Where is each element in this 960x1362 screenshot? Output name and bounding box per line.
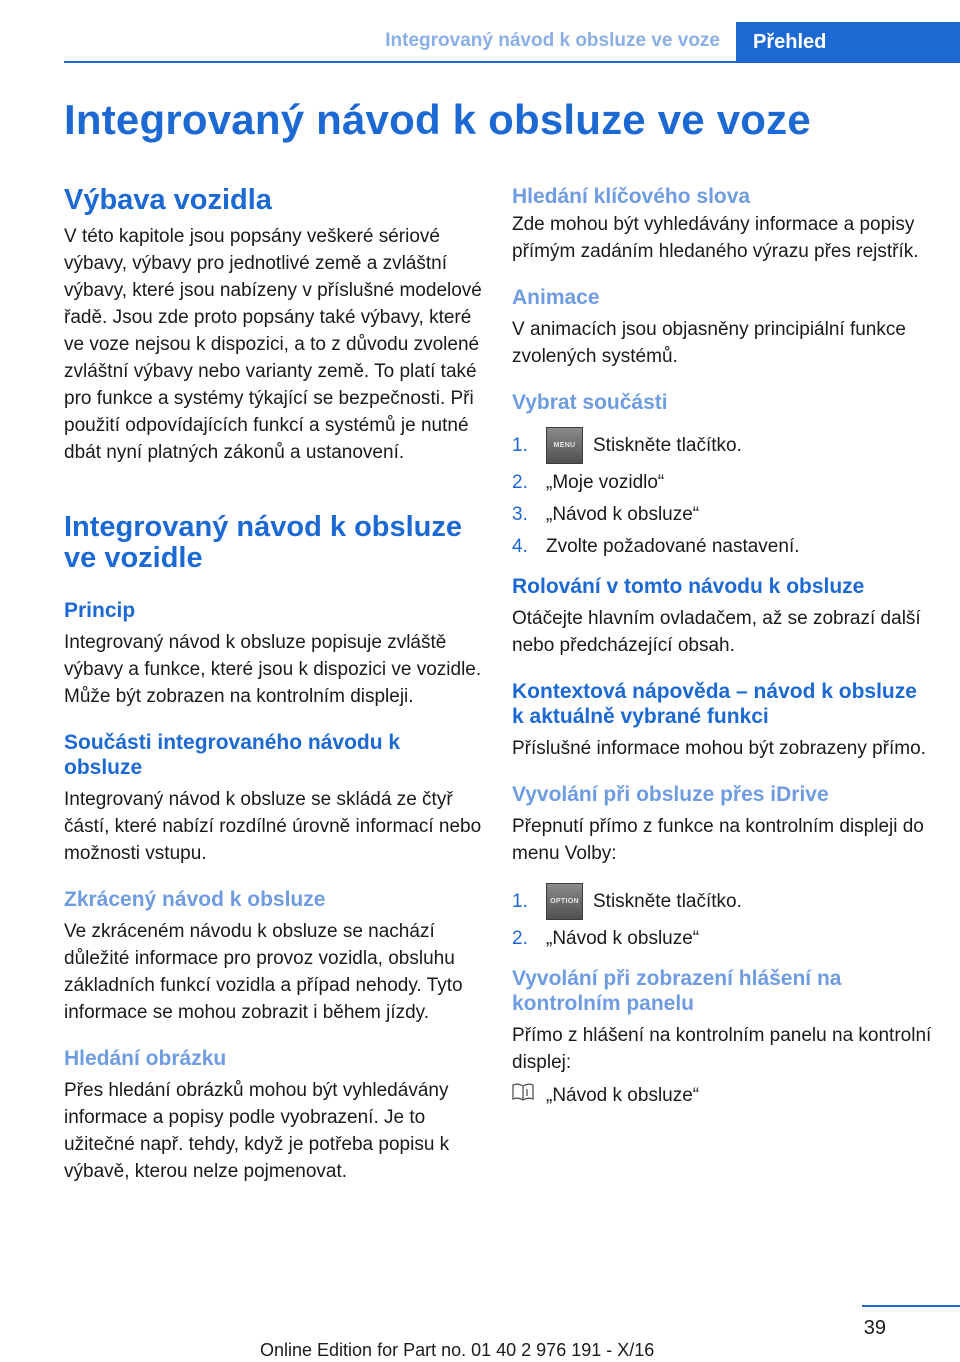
option-button-icon: OPTION <box>546 883 583 920</box>
list-item <box>512 883 932 920</box>
list-item <box>512 427 932 464</box>
image-search-text: Přes hledání obrázků mohou být vyhledávány informace a popisy podle vyobrazení. Je to užitečné např. tehdy, když je potřeba popisu k výbavě, kterou nelze pojmenovat. <box>64 1080 450 1182</box>
equipment-text: V této kapitole jsou popsány veškeré sériové výbavy, výbavy pro jednotlivé země a zvláštní výbavy, které jsou nabízeny v příslušné modelové řadě. Jsou zde proto popsány také výbavy, které ve voze nejsou k dispozici, a to z důvodu zvolené zvláštní výbavy nebo varianty země. To platí také pro funkce a systémy týkající se bezpečnosti. Při použití odpovídajících funkcí a systémů je nutné dbát nyní platných zákonů a ustanovení. <box>64 226 482 463</box>
list-item <box>512 925 932 952</box>
context-block <box>512 679 932 762</box>
edition-text: Online Edition for Part no. 01 40 2 976 191 - X/16 <box>260 1340 655 1360</box>
context-text: Příslušné informace mohou být zobrazeny přímo. <box>512 738 926 759</box>
message-note <box>512 1082 932 1109</box>
manual-heading: Integrovaný návod k obsluze ve vozidle <box>64 511 463 574</box>
idrive-text: Přepnutí přímo z funkce na kontrolním displeji do menu Volby: <box>512 816 924 864</box>
animation-heading: Animace <box>512 286 600 309</box>
image-search-block <box>64 1046 484 1185</box>
keyword-heading: Hledání klíčového slova <box>512 185 751 208</box>
list-item <box>512 501 932 528</box>
scroll-block <box>512 574 932 659</box>
page-number: 39 <box>863 1317 886 1339</box>
equipment-heading: Výbava vozidla <box>64 184 272 216</box>
message-text: Přímo z hlášení na kontrolním panelu na kontrolní displej: <box>512 1025 932 1073</box>
step-number: 3. <box>512 504 528 525</box>
step-text: Stiskněte tlačítko. <box>593 891 742 912</box>
principle-heading: Princip <box>64 599 136 622</box>
short-guide-heading: Zkrácený návod k obsluze <box>64 888 326 911</box>
open-book-icon <box>512 1082 546 1109</box>
select-steps <box>512 427 932 560</box>
left-column <box>64 185 484 1185</box>
menu-button-icon: MENU <box>546 427 583 464</box>
header-title: Integrovaný návod k obsluze ve voze <box>385 30 720 51</box>
animation-text: V animacích jsou objasněny principiální funkce zvolených systémů. <box>512 319 906 367</box>
step-text: „Návod k obsluze“ <box>546 928 700 949</box>
right-column <box>512 184 932 1109</box>
page-title: Integrovaný návod k obsluze ve voze <box>64 96 811 143</box>
short-guide-block <box>64 887 484 1026</box>
message-block <box>512 966 932 1109</box>
step-number: 2. <box>512 472 528 493</box>
parts-block <box>64 730 484 867</box>
step-number: 4. <box>512 536 528 557</box>
keyword-text: Zde mohou být vyhledávány informace a popisy přímým zadáním hledaného výrazu přes rejstřík. <box>512 214 919 262</box>
keyword-block <box>512 184 932 265</box>
note-text: „Návod k obsluze“ <box>546 1085 700 1106</box>
select-block <box>512 390 932 560</box>
header-rule <box>64 61 960 63</box>
header-tab-overview[interactable]: Přehled <box>736 22 960 63</box>
short-guide-text: Ve zkráceném návodu k obsluze se nachází důležité informace pro provoz vozidla, obsluhu základních funkcí vozidla a případ nehody. Tyto informace se mohou zobrazit i během jízdy. <box>64 921 463 1023</box>
step-text: „Moje vozidlo“ <box>546 472 665 493</box>
step-text: Stiskněte tlačítko. <box>593 435 742 456</box>
footer-rule <box>862 1305 960 1307</box>
context-heading: Kontextová nápověda – návod k obsluze k aktuálně vybrané funkci <box>512 680 917 728</box>
idrive-steps <box>512 883 932 952</box>
step-number: 1. <box>512 435 528 456</box>
parts-text: Integrovaný návod k obsluze se skládá ze čtyř částí, které nabízí rozdílné úrovně informací nebo možnosti vstupu. <box>64 789 482 864</box>
scroll-heading: Rolování v tomto návodu k obsluze <box>512 575 865 598</box>
step-text: „Návod k obsluze“ <box>546 504 700 525</box>
principle-block <box>64 598 484 710</box>
list-item <box>512 469 932 496</box>
parts-heading: Součásti integrovaného návodu k obsluze <box>64 731 401 779</box>
scroll-text: Otáčejte hlavním ovladačem, až se zobrazí další nebo předcházející obsah. <box>512 608 921 656</box>
image-search-heading: Hledání obrázku <box>64 1047 227 1070</box>
select-heading: Vybrat součásti <box>512 391 668 414</box>
idrive-heading: Vyvolání při obsluze přes iDrive <box>512 783 829 806</box>
list-item <box>512 533 932 560</box>
principle-text: Integrovaný návod k obsluze popisuje zvláště výbavy a funkce, které jsou k dispozici ve vozidle. Může být zobrazen na kontrolním displeji. <box>64 632 482 707</box>
step-text: Zvolte požadované nastavení. <box>546 536 800 557</box>
step-number: 1. <box>512 891 528 912</box>
message-heading: Vyvolání při zobrazení hlášení na kontrolním panelu <box>512 967 842 1015</box>
step-number: 2. <box>512 928 528 949</box>
idrive-block <box>512 782 932 952</box>
animation-block <box>512 285 932 370</box>
